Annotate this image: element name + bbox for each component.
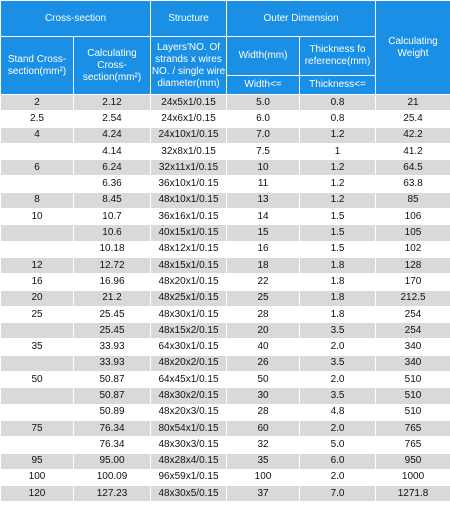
header-structure: Structure — [151, 1, 227, 37]
stand-cross-section-cell — [1, 323, 74, 339]
weight-cell: 128 — [376, 257, 450, 273]
weight-cell: 21 — [376, 95, 450, 111]
structure-cell: 32x11x1/0.15 — [151, 160, 227, 176]
stand-cross-section-cell — [1, 225, 74, 241]
stand-cross-section-cell: 100 — [1, 469, 74, 485]
calc-cross-section-cell: 12.72 — [74, 257, 151, 273]
table-row — [1, 111, 450, 127]
stand-cross-section-cell: 75 — [1, 420, 74, 436]
header-width-mm: Width(mm) — [227, 37, 300, 76]
calc-cross-section-cell: 76.34 — [74, 437, 151, 453]
stand-cross-section-cell — [1, 437, 74, 453]
table-row — [1, 274, 450, 290]
thickness-cell: 1.2 — [300, 192, 376, 208]
stand-cross-section-cell — [1, 176, 74, 192]
structure-cell: 48x30x3/0.15 — [151, 437, 227, 453]
stand-cross-section-cell — [1, 388, 74, 404]
calc-cross-section-cell: 25.45 — [74, 306, 151, 322]
thickness-cell: 0.8 — [300, 95, 376, 111]
weight-cell: 85 — [376, 192, 450, 208]
header-thickness-reference: Thickness fo reference(mm) — [300, 37, 376, 76]
calc-cross-section-cell: 100.09 — [74, 469, 151, 485]
calc-cross-section-cell: 21.2 — [74, 290, 151, 306]
stand-cross-section-cell — [1, 404, 74, 420]
table-row — [1, 420, 450, 436]
thickness-cell: 1.8 — [300, 257, 376, 273]
thickness-cell: 3.5 — [300, 388, 376, 404]
structure-cell: 64x45x1/0.15 — [151, 372, 227, 388]
stand-cross-section-cell: 8 — [1, 192, 74, 208]
stand-cross-section-cell — [1, 355, 74, 371]
stand-cross-section-cell: 120 — [1, 486, 74, 502]
calc-cross-section-cell: 33.93 — [74, 339, 151, 355]
width-cell: 28 — [227, 404, 300, 420]
thickness-cell: 1.8 — [300, 274, 376, 290]
width-cell: 37 — [227, 486, 300, 502]
thickness-cell: 1.2 — [300, 176, 376, 192]
weight-cell: 340 — [376, 355, 450, 371]
table-row — [1, 95, 450, 111]
structure-cell: 24x10x1/0.15 — [151, 127, 227, 143]
header-stand-cross-section: Stand Cross-section(mm²) — [1, 37, 74, 95]
width-cell: 28 — [227, 306, 300, 322]
thickness-cell: 3.5 — [300, 323, 376, 339]
stand-cross-section-cell: 2 — [1, 95, 74, 111]
width-cell: 10 — [227, 160, 300, 176]
table-body — [1, 95, 450, 502]
thickness-cell: 2.0 — [300, 372, 376, 388]
weight-cell: 106 — [376, 209, 450, 225]
stand-cross-section-cell: 4 — [1, 127, 74, 143]
calc-cross-section-cell: 76.34 — [74, 420, 151, 436]
structure-cell: 64x30x1/0.15 — [151, 339, 227, 355]
table-row — [1, 160, 450, 176]
weight-cell: 64.5 — [376, 160, 450, 176]
thickness-cell: 1.2 — [300, 127, 376, 143]
calc-cross-section-cell: 16.96 — [74, 274, 151, 290]
thickness-cell: 3.5 — [300, 355, 376, 371]
thickness-cell: 1 — [300, 143, 376, 159]
table-row — [1, 355, 450, 371]
weight-cell: 765 — [376, 420, 450, 436]
stand-cross-section-cell: 10 — [1, 209, 74, 225]
calc-cross-section-cell: 10.7 — [74, 209, 151, 225]
stand-cross-section-cell: 20 — [1, 290, 74, 306]
weight-cell: 102 — [376, 241, 450, 257]
width-cell: 20 — [227, 323, 300, 339]
weight-cell: 510 — [376, 372, 450, 388]
calc-cross-section-cell: 25.45 — [74, 323, 151, 339]
stand-cross-section-cell — [1, 241, 74, 257]
calc-cross-section-cell: 2.12 — [74, 95, 151, 111]
thickness-cell: 1.2 — [300, 160, 376, 176]
structure-cell: 40x15x1/0.15 — [151, 225, 227, 241]
stand-cross-section-cell: 16 — [1, 274, 74, 290]
calc-cross-section-cell: 50.89 — [74, 404, 151, 420]
weight-cell: 42.2 — [376, 127, 450, 143]
weight-cell: 105 — [376, 225, 450, 241]
thickness-cell: 1.8 — [300, 306, 376, 322]
table-row — [1, 290, 450, 306]
calc-cross-section-cell: 10.6 — [74, 225, 151, 241]
weight-cell: 1000 — [376, 469, 450, 485]
stand-cross-section-cell: 95 — [1, 453, 74, 469]
thickness-cell: 4.8 — [300, 404, 376, 420]
structure-cell: 24x5x1/0.15 — [151, 95, 227, 111]
table-row — [1, 404, 450, 420]
table-row — [1, 339, 450, 355]
stand-cross-section-cell: 25 — [1, 306, 74, 322]
calc-cross-section-cell: 33.93 — [74, 355, 151, 371]
structure-cell: 48x12x1/0.15 — [151, 241, 227, 257]
structure-cell: 80x54x1/0.15 — [151, 420, 227, 436]
thickness-cell: 1.8 — [300, 290, 376, 306]
stand-cross-section-cell: 50 — [1, 372, 74, 388]
thickness-cell: 1.5 — [300, 209, 376, 225]
thickness-cell: 1.5 — [300, 225, 376, 241]
width-cell: 22 — [227, 274, 300, 290]
weight-cell: 25.4 — [376, 111, 450, 127]
calc-cross-section-cell: 50.87 — [74, 388, 151, 404]
calc-cross-section-cell: 8.45 — [74, 192, 151, 208]
calc-cross-section-cell: 6.36 — [74, 176, 151, 192]
width-cell: 11 — [227, 176, 300, 192]
structure-cell: 48x20x2/0.15 — [151, 355, 227, 371]
width-cell: 30 — [227, 388, 300, 404]
table-row — [1, 388, 450, 404]
structure-cell: 48x10x1/0.15 — [151, 192, 227, 208]
structure-cell: 48x20x3/0.15 — [151, 404, 227, 420]
width-cell: 16 — [227, 241, 300, 257]
structure-cell: 48x25x1/0.15 — [151, 290, 227, 306]
structure-cell: 24x6x1/0.15 — [151, 111, 227, 127]
width-cell: 13 — [227, 192, 300, 208]
weight-cell: 510 — [376, 388, 450, 404]
calc-cross-section-cell: 10.18 — [74, 241, 151, 257]
weight-cell: 212.5 — [376, 290, 450, 306]
thickness-cell: 7.0 — [300, 486, 376, 502]
stand-cross-section-cell: 35 — [1, 339, 74, 355]
table-row — [1, 323, 450, 339]
table-row — [1, 453, 450, 469]
structure-cell: 48x15x2/0.15 — [151, 323, 227, 339]
structure-cell: 36x10x1/0.15 — [151, 176, 227, 192]
width-cell: 7.5 — [227, 143, 300, 159]
table-row — [1, 209, 450, 225]
calc-cross-section-cell: 4.24 — [74, 127, 151, 143]
structure-cell: 48x30x2/0.15 — [151, 388, 227, 404]
stand-cross-section-cell — [1, 143, 74, 159]
structure-cell: 48x30x1/0.15 — [151, 306, 227, 322]
width-cell: 40 — [227, 339, 300, 355]
table-row — [1, 127, 450, 143]
table-row — [1, 241, 450, 257]
structure-cell: 48x28x4/0.15 — [151, 453, 227, 469]
header-outer-dimension: Outer Dimension — [227, 1, 376, 37]
calc-cross-section-cell: 4.14 — [74, 143, 151, 159]
table-row — [1, 306, 450, 322]
header-layers-strands: Layers'NO. Of strands x wires NO. / single wire diameter(mm) — [151, 37, 227, 95]
table-row — [1, 437, 450, 453]
weight-cell: 41.2 — [376, 143, 450, 159]
width-cell: 14 — [227, 209, 300, 225]
weight-cell: 340 — [376, 339, 450, 355]
width-cell: 35 — [227, 453, 300, 469]
thickness-cell: 1.5 — [300, 241, 376, 257]
table-row — [1, 257, 450, 273]
header-width-max: Width<= — [227, 76, 300, 95]
structure-cell: 36x16x1/0.15 — [151, 209, 227, 225]
stand-cross-section-cell: 6 — [1, 160, 74, 176]
header-calculating-weight: Calculating Weight — [376, 1, 450, 95]
table-row — [1, 192, 450, 208]
calc-cross-section-cell: 50.87 — [74, 372, 151, 388]
stand-cross-section-cell: 2.5 — [1, 111, 74, 127]
table-row — [1, 176, 450, 192]
thickness-cell: 2.0 — [300, 420, 376, 436]
thickness-cell: 2.0 — [300, 339, 376, 355]
width-cell: 32 — [227, 437, 300, 453]
width-cell: 50 — [227, 372, 300, 388]
calc-cross-section-cell: 95.00 — [74, 453, 151, 469]
stand-cross-section-cell: 12 — [1, 257, 74, 273]
calc-cross-section-cell: 2.54 — [74, 111, 151, 127]
thickness-cell: 2.0 — [300, 469, 376, 485]
width-cell: 18 — [227, 257, 300, 273]
width-cell: 60 — [227, 420, 300, 436]
width-cell: 6.0 — [227, 111, 300, 127]
weight-cell: 765 — [376, 437, 450, 453]
weight-cell: 254 — [376, 323, 450, 339]
structure-cell: 96x59x1/0.15 — [151, 469, 227, 485]
width-cell: 100 — [227, 469, 300, 485]
weight-cell: 254 — [376, 306, 450, 322]
width-cell: 7.0 — [227, 127, 300, 143]
table-row — [1, 225, 450, 241]
weight-cell: 1271.8 — [376, 486, 450, 502]
table-row — [1, 469, 450, 485]
header-calculating-cross-section: Calculating Cross-section(mm²) — [74, 37, 151, 95]
weight-cell: 510 — [376, 404, 450, 420]
width-cell: 5.0 — [227, 95, 300, 111]
weight-cell: 63.8 — [376, 176, 450, 192]
table-row — [1, 143, 450, 159]
width-cell: 15 — [227, 225, 300, 241]
header-cross-section: Cross-section — [1, 1, 151, 37]
structure-cell: 48x30x5/0.15 — [151, 486, 227, 502]
table-row — [1, 486, 450, 502]
width-cell: 25 — [227, 290, 300, 306]
table-header — [1, 1, 450, 95]
width-cell: 26 — [227, 355, 300, 371]
structure-cell: 48x20x1/0.15 — [151, 274, 227, 290]
header-thickness-max: Thickness<= — [300, 76, 376, 95]
calc-cross-section-cell: 127.23 — [74, 486, 151, 502]
structure-cell: 48x15x1/0.15 — [151, 257, 227, 273]
thickness-cell: 0.8 — [300, 111, 376, 127]
calc-cross-section-cell: 6.24 — [74, 160, 151, 176]
weight-cell: 170 — [376, 274, 450, 290]
table-row — [1, 372, 450, 388]
structure-cell: 32x8x1/0.15 — [151, 143, 227, 159]
thickness-cell: 5.0 — [300, 437, 376, 453]
thickness-cell: 6.0 — [300, 453, 376, 469]
weight-cell: 950 — [376, 453, 450, 469]
